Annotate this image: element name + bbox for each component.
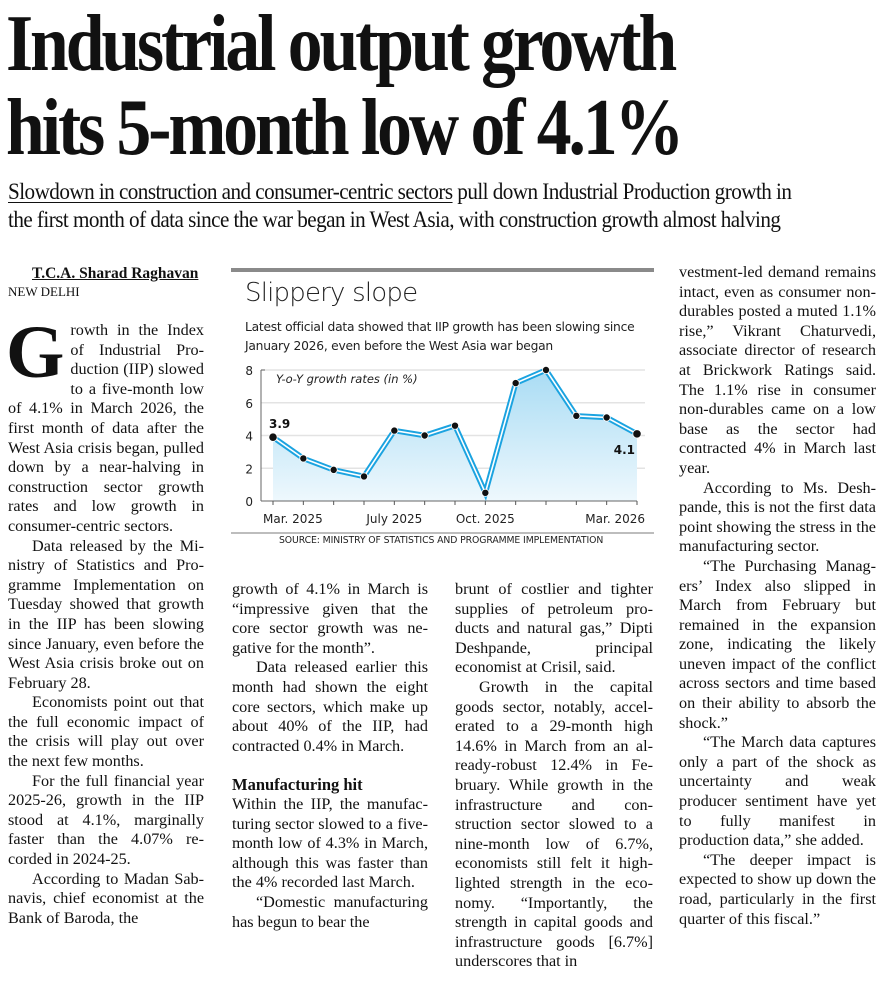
- y-tick-label: 2: [245, 462, 253, 477]
- data-label: 3.9: [269, 417, 291, 432]
- column-4: [679, 263, 876, 929]
- data-point: [633, 430, 641, 438]
- data-point: [603, 414, 610, 421]
- paragraph-11: “The Purchasing Managers’ Index also slipped in March from February but remained in the expansion zone, indicating the likely uneven impact of the conflict across sectors and time based on their ability to absorb the shock.”: [679, 556, 876, 732]
- x-tick-label: Mar. 2026: [585, 512, 645, 526]
- data-point: [512, 380, 519, 387]
- headline-line-2: hits 5-month low of 4.1%: [6, 84, 682, 172]
- deck: [8, 178, 818, 234]
- paragraph-2: Data released by the Ministry of Statistics and Programme Implementation on Tuesday showed that growth in the IIP has been slowing since January, even before the West Asia crisis broke out on February 28.: [8, 536, 204, 692]
- subhead-manufacturing-hit: Manufacturing hit: [232, 775, 363, 795]
- paragraph-1: [6, 311, 204, 537]
- data-label: 4.1: [613, 442, 635, 457]
- data-point: [269, 433, 277, 441]
- data-point: [542, 366, 549, 373]
- paragraph-5-start: According to Madan Sabnavis, chief economist at the Bank of Baroda, the: [8, 869, 204, 927]
- x-tick-label: Mar. 2025: [263, 512, 323, 526]
- paragraph-10: According to Ms. Deshpande, this is not the first data point showing the stress in the manufacturing sector.: [679, 478, 876, 556]
- y-tick-label: 4: [245, 429, 253, 444]
- byline-author: T.C.A. Sharad Raghavan: [32, 265, 199, 282]
- paragraph-13: “The deeper impact is expected to show up down the road, particularly in the first quarter of this fiscal.”: [679, 850, 876, 928]
- paragraph-6: Data released earlier this month had shown the eight core sectors, which make up about 40% of the IIP, had contracted 0.4% in March.: [232, 658, 428, 755]
- headline: [6, 2, 768, 170]
- y-tick-label: 6: [245, 396, 253, 411]
- paragraph-3: Economists point out that the full economic impact of the crisis will play out over the next few months.: [8, 693, 204, 771]
- paragraph-1-text: rowth in the Index of Industrial Production (IIP) slowed to a five-month low of 4.1% in March 2026, the first month of data after the West Asia crisis began, pulled down by a near-halving in construction sector growth rates and low growth in consumer-centric sectors.: [8, 321, 204, 535]
- drop-cap: G: [6, 311, 65, 394]
- x-tick-label: Oct. 2025: [455, 512, 515, 526]
- data-point: [451, 422, 458, 429]
- dateline: NEW DELHI: [8, 284, 80, 299]
- data-point: [573, 412, 580, 419]
- y-tick-label: 8: [245, 364, 253, 378]
- data-point: [330, 466, 337, 473]
- chart-annotation: Y-o-Y growth rates (in %): [276, 372, 418, 386]
- data-point: [360, 473, 367, 480]
- chart-source: SOURCE: MINISTRY OF STATISTICS AND PROGRAMME IMPLEMENTATION: [279, 535, 604, 546]
- paragraph-12: “The March data captures only a part of the shock as uncertainty and weak producer sentiment have yet to fully manifest in production data,” she added.: [679, 733, 876, 850]
- paragraph-8-end: brunt of costlier and tighter supplies of petroleum products and natural gas,” Dipti Deshpande, principal economist at Crisil, said.: [455, 580, 653, 677]
- chart-plot: [231, 268, 654, 532]
- data-point: [421, 432, 428, 439]
- data-point: [300, 455, 307, 462]
- column-2: [232, 580, 428, 932]
- column-3: [455, 580, 653, 972]
- deck-line2: the first month of data since the war began in West Asia, with construction growth almost halving: [8, 207, 781, 232]
- data-point: [482, 489, 489, 496]
- column-1: [8, 264, 204, 928]
- deck-underlined: Slowdown in construction and consumer-centric sectors: [8, 179, 453, 204]
- headline-line-1: Industrial output growth: [6, 0, 675, 88]
- chart-bottom-rule: [231, 532, 654, 534]
- paragraph-8-start: “Domestic manufacturing has begun to bear the: [232, 892, 428, 931]
- chart-title: Slippery slope: [245, 278, 418, 308]
- chart-subtitle: Latest official data showed that IIP growth has been slowing since January 2026, even before the West Asia war began: [245, 320, 635, 353]
- y-tick-label: 0: [245, 495, 253, 509]
- deck-rest-line1: pull down Industrial Production growth in: [452, 179, 792, 204]
- paragraph-4: For the full financial year 2025-26, growth in the IIP stood at 4.1%, marginally faster than the 4.07% recorded in 2024-25.: [8, 771, 204, 869]
- x-tick-label: July 2025: [366, 512, 423, 526]
- paragraph-9-end: vestment-led demand remains intact, even as consumer non-durables posted a muted 1.1% rise,” Vikrant Chaturvedi, associate director of research at Brickwork Ratings said. The 1.1% rise in consumer non-durables came on a low base as the sector had contracted 4% in March last year.: [679, 263, 876, 477]
- data-point: [391, 427, 398, 434]
- paragraph-9-start: Growth in the capital goods sector, notably, accelerated to a 29-month high 14.6% in March from an already-robust 12.4% in February. While growth in the infrastructure and construction sector slowed to a nine-month low of 6.7%, economists still felt it highlighted strength in the economy. “Importantly, the strength in capital goods and infrastructure goods [6.7%] underscores that in: [455, 677, 653, 971]
- paragraph-5-end: growth of 4.1% in March is “impressive given that the core sector growth was negative for the month”.: [232, 580, 428, 657]
- chart-slippery-slope: [231, 268, 654, 550]
- paragraph-7: Within the IIP, the manufacturing sector slowed to a five-month low of 4.3% in March, although this was faster than the 4% recorded last March.: [232, 794, 428, 892]
